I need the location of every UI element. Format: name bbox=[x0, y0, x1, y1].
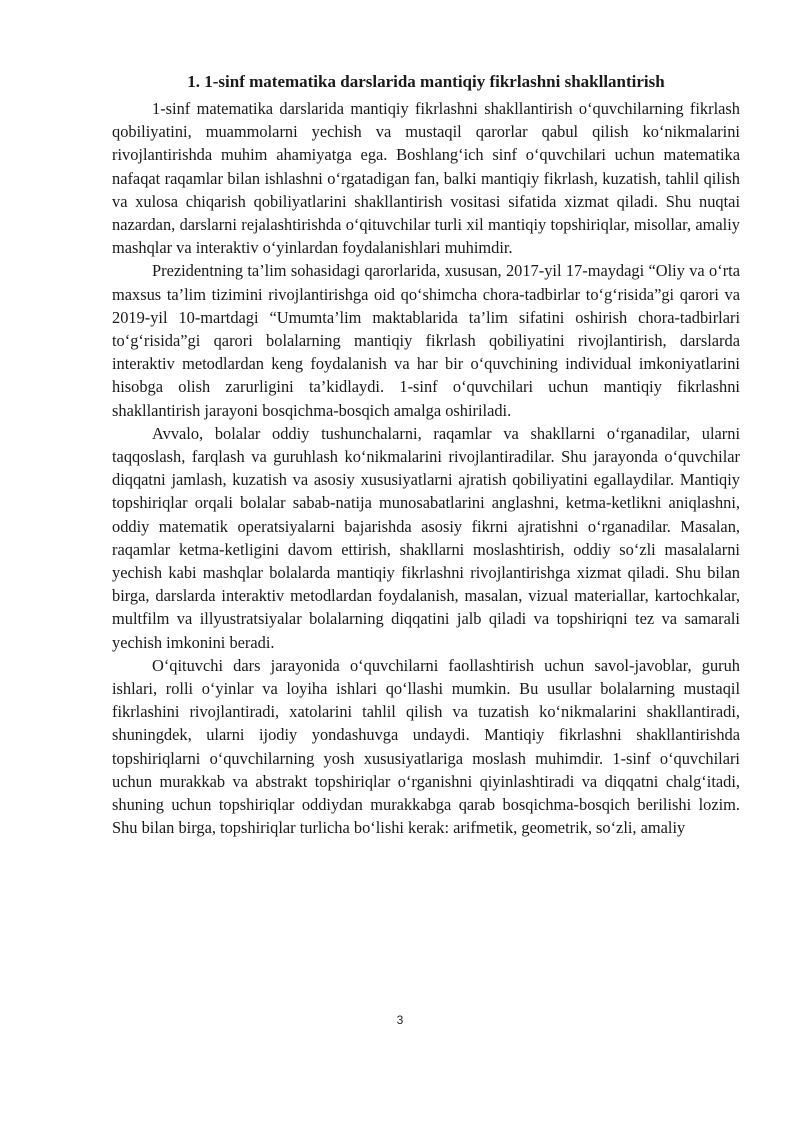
page-number: 3 bbox=[396, 1013, 404, 1027]
paragraph-4: O‘qituvchi dars jarayonida o‘quvchilarni faollashtirish uchun savol-javoblar, guruh ishlari, rolli o‘yinlar va loyiha ishlari qo‘llashi mumkin. Bu usullar bolalarning mustaqil fikrlashini rivojlantiradi, xatolarini tahlil qilish va tuzatish ko‘nikmalarini shakllantiradi, shuningdek, ularni ijodiy yondashuvga undaydi. Mantiqiy fikrlashni shakllantirishda topshiriqlarni o‘quvchilarning yosh xususiyatlariga moslash muhimdir. 1-sinf o‘quvchilari uchun murakkab va abstrakt topshiriqlar o‘rganishni qiyinlashtiradi va diqqatni chalg‘itadi, shuning uchun topshiriqlar oddiydan murakkabga qarab bosqichma-bosqich berilishi lozim. Shu bilan birga, topshiriqlar turlicha bo‘lishi kerak: arifmetik, geometrik, so‘zli, amaliy bbox=[112, 655, 740, 838]
paragraph-2: Prezidentning ta’lim sohasidagi qarorlarida, xususan, 2017-yil 17-maydagi “Oliy va o‘rta maxsus ta’lim tizimini rivojlantirishga oid qo‘shimcha chora-tadbirlar to‘g‘risida”gi qarori va 2019-yil 10-martdagi “Umumta’lim maktablarida ta’lim sifatini oshirish chora-tadbirlari to‘g‘risida”gi qarori bolalarning mantiqiy fikrlash qobiliyatini rivojlantirish, darslarda interaktiv metodlardan keng foydalanish va har bir o‘quvchining individual imkoniyatlarini hisobga olish zarurligini ta’kidlaydi. 1-sinf o‘quvchilari uchun mantiqiy fikrlashni shakllantirish jarayoni bosqichma-bosqich amalga oshiriladi. bbox=[112, 261, 740, 420]
document-page bbox=[112, 70, 740, 840]
paragraph-3: Avvalo, bolalar oddiy tushunchalarni, raqamlar va shakllarni o‘rganadilar, ularni taqqoslash, farqlash va guruhlash ko‘nikmalarini rivojlantiradilar. Shu jarayonda o‘quvchilar diqqatni jamlash, kuzatish va asosiy xususiyatlarni ajratish qobiliyatini egallaydilar. Mantiqiy topshiriqlar orqali bolalar sabab-natija munosabatlarini anglashni, ketma-ketlikni aniqlashni, oddiy matematik operatsiyalarni bajarishda asosiy fikrni ajratishni o‘rganadilar. Masalan, raqamlar ketma-ketligini davom ettirish, shakllarni moslashtirish, oddiy so‘zli masalalarni yechish kabi mashqlar bolalarda mantiqiy fikrlashni rivojlantirishga xizmat qiladi. Shu bilan birga, darslarda interaktiv metodlardan foydalanish, masalan, vizual materiallar, kartochkalar, multfilm va illyustratsiyalar bolalarning diqqatini jalb qiladi va topshiriqni tez va samarali yechish imkonini beradi. bbox=[112, 423, 740, 652]
paragraph-1: 1-sinf matematika darslarida mantiqiy fikrlashni shakllantirish o‘quvchilarning fikrlash qobiliyatini, muammolarni yechish va mustaqil qarorlar qabul qilish ko‘nikmalarini rivojlantirishda muhim ahamiyatga ega. Boshlang‘ich sinf o‘quvchilari uchun matematika nafaqat raqamlar bilan ishlashni o‘rgatadigan fan, balki mantiqiy fikrlash, kuzatish, tahlil qilish va xulosa chiqarish qobiliyatlarini shakllantirish vositasi sifatida xizmat qiladi. Shu nuqtai nazardan, darslarni rejalashtirishda o‘qituvchilar turli xil mantiqiy topshiriqlar, misollar, amaliy mashqlar va interaktiv o‘yinlardan foydalanishlari muhimdir. bbox=[112, 99, 740, 258]
section-heading: 1. 1-sinf matematika darslarida mantiqiy fikrlashni shakllantirish bbox=[187, 72, 665, 91]
